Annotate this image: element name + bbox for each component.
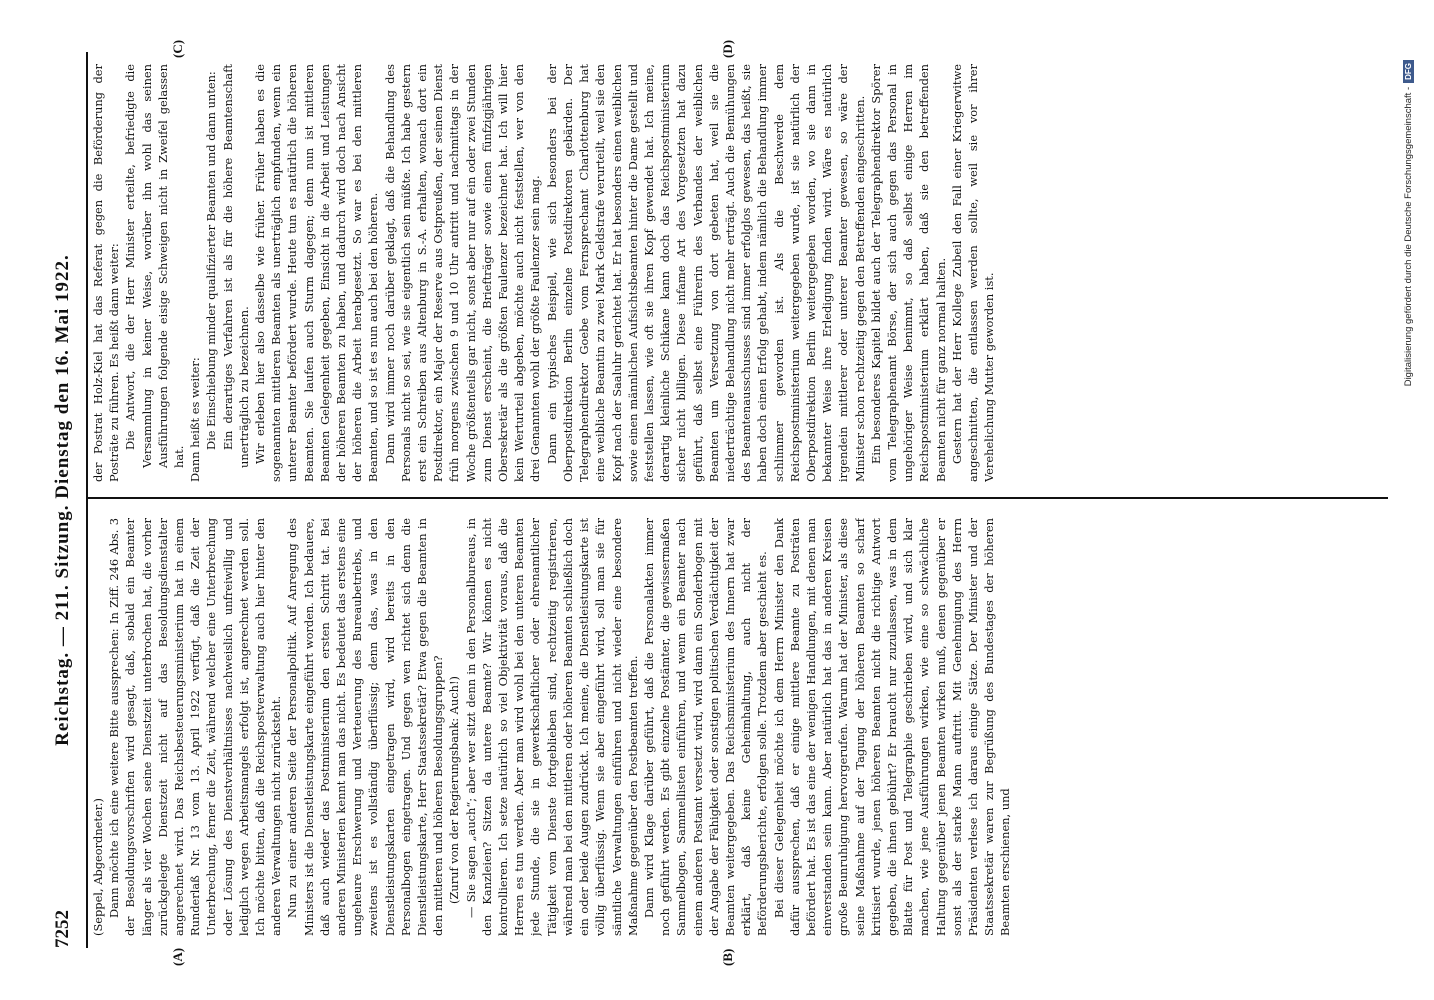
paragraph: Dann möchte ich eine weitere Bitte aussprechen: In Ziff. 246 Abs. 3 der Besoldungsvorschriften wird gesagt, daß, sobald ein Beamter länger als vier Wochen seine Dienstzeit unterbrochen hat, die vorher zurückgelegte Dienstzeit nicht auf das Besoldungsdienstalter angerechnet wird. Das Reichsbesteuerungsministerium hat in einem Runderlaß Nr. 13 vom 13. April 1922 verfügt, daß die Zeit der Unterbrechung, ferner die Zeit, während welcher eine Unterbrechung oder Lösung des Dienstverhältnisses nachweislich unfreiwillig und lediglich wegen Arbeitsmangels erfolgt ist, angerechnet werden soll. Ich möchte bitten, daß die Reichspostverwaltung auch hier hinter den anderen Verwaltungen nicht zurücksteht. xyxy=(107,518,284,936)
paragraph: Bei dieser Gelegenheit möchte ich dem Herrn Minister den Dank dafür aussprechen, daß er einige mittlere Beamte zu Posträten befördert hat. Es ist das eine der wenigen Handlungen, mit denen man einverstanden sein kann. Aber natürlich hat das in anderen Kreisen große Beunruhigung hervorgerufen. Warum hat der Minister, als diese seine Maßnahme auf der Tagung der höheren Beamten so scharf kritisiert wurde, jenen höheren Beamten nicht die richtige Antwort gegeben, die ihnen gebührt? Er braucht nur zuzulassen, was in dem Blatte für Post und Telegraphie geschrieben wird, und sich klar machen, wie jene Ausführungen wirken, wie eine so schwächliche Haltung gegenüber jenen Beamten wirken muß, denen gegenüber er sonst als der starke Mann auftritt. Mit Genehmigung des Herrn Präsidenten verlese ich daraus einige Sätze. Der Minister und der Staatssekretär waren zur Begrüßung des Bundestages der höheren Beamten erschienen, und xyxy=(771,518,1013,936)
credit-text: Digitalisierung gefördert durch die Deutsche Forschungsgemeinschaft - xyxy=(1402,86,1414,387)
paragraph: Dann ein typisches Beispiel, wie sich besonders bei der Oberpostdirektion Berlin einzelne Postdirektoren gebärden. Der Telegraphendirektor Goebe vom Fernsprechamt Charlottenburg hat eine weibliche Beamtin zu zwei Mark Geldstrafe verurteilt, weil sie den Kopf nach der Saaluhr gerichtet hat. Er hat besonders einen weiblichen sowie einen männlichen Aufsichtsbeamten hinter die Dame gestellt und feststellen lassen, wie oft sie ihren Kopf gewendet hat. Ich meine, derartig kleinliche Schikane kann doch das Reichspostministerium sicher nicht billigen. Diese infame Art des Vorgesetzten hat dazu geführt, daß selbst eine Führerin des Verbandes der weiblichen Beamten um Versetzung von dort gebeten hat, weil sie die niederträchtige Behandlung nicht mehr erträgt. Auch die Bemühungen des Beamtenausschusses sind immer erfolglos gewesen, das heißt, sie haben doch einen Erfolg gehabt, indem nämlich die Behandlung immer schlimmer geworden ist. Als die Beschwerde dem Reichspostministerium weitergegeben wurde, ist sie natürlich der Oberpostdirektion Berlin weitergegeben worden, wo sie dann in bekannter Weise ihre Erledigung finden wird. Wäre es natürlich irgendein mittlerer oder unterer Beamter gewesen, so wäre der Minister schon rechtzeitig gegen den Betreffenden eingeschritten. xyxy=(544,64,867,482)
margin-marker-d: (D) xyxy=(720,39,735,58)
page-header xyxy=(52,52,82,948)
paragraph: Dann heißt es weiter: xyxy=(188,357,203,482)
margin-marker-a: (A) xyxy=(170,947,185,966)
margin-marker-c: (C) xyxy=(170,39,185,58)
right-text-column xyxy=(90,64,1380,482)
paragraph: Ein besonderes Kapitel bildet auch der Telegraphendirektor Spörer vom Telegraphenamt Börse, der sich auch gegen das Personal in ungehöriger Weise benimmt, so daß selbst einige Herren im Reichspostministerium erklärt haben, daß sie den betreffenden Beamten nicht für ganz normal halten. xyxy=(868,64,948,482)
column-divider xyxy=(88,497,1388,499)
margin-marker-b: (B) xyxy=(720,948,735,966)
paragraph: Ein derartiges Verfahren ist als für die höhere Beamtenschaft unerträglich zu bezeichnen. xyxy=(220,64,251,468)
paragraph: Gestern hat der Herr Kollege Zubeil den Fall einer Kriegerwitwe angeschnitten, die entlassen werden sollte, weil sie vor ihrer Verehelichung Mutter geworden ist. xyxy=(949,64,997,482)
paragraph: Die Einschiebung minder qualifizierter Beamten und dann unten: xyxy=(204,71,219,450)
header-rule xyxy=(86,52,88,948)
paragraph: Nun zu einer anderen Seite der Personalpolitik. Auf Anregung des Ministers ist die Dienstleistungskarte eingeführt worden. Ich bedauere, daß auch wieder das Postministerium den ersten Schritt tat. Bei anderen Ministerien kennt man das nicht. Es bedeutet das erstens eine ungeheure Erschwerung und Verteuerung des Bureaubetriebs, und zweitens ist es vollständig überflüssig; denn das, was in den Dienstleistungskarten eingetragen wird, wird bereits in den Personalbogen eingetragen. Und gegen wen richtet sich denn die Dienstleistungskarte, Herr Staatssekretär? Etwa gegen die Beamten in den mittleren und höheren Besoldungsgruppen? xyxy=(285,518,446,936)
digitization-credit xyxy=(1400,60,1416,940)
paragraph: Dann wird Klage darüber geführt, daß die Personalakten immer noch geführt werden. Es gibt einzelne Postämter, die gewissermaßen Sammelbogen, Sammellisten einführen, und wenn ein Beamter nach einem anderen Postamt versetzt wird, wird dann ein Sonderbogen mit der Angabe der Fähigkeit oder sonstigen politischen Verdächtigkeit der Beamten weitergegeben. Das Reichsministerium des Innern hat zwar erklärt, daß keine Geheimhaltung, auch nicht der Beförderungsberichte, erfolgen solle. Trotzdem aber geschieht es. xyxy=(641,518,770,936)
paragraph: (Seppel, Abgeordneter.) xyxy=(91,798,105,936)
left-text-column xyxy=(90,518,1380,936)
paragraph: der Postrat Holz-Kiel hat das Referat gegen die Beförderung der Posträte zu führen. Es heißt dann weiter: xyxy=(91,64,122,482)
paragraph: — Sie sagen „auch“; aber wer sitzt denn in den Personalbureaus, in den Kanzleien? Sitzen da untere Beamte? Wir können es nicht kontrollieren. Ich setze natürlich so viel Objektivität voraus, daß die Herren es tun werden. Aber man wird wohl bei den unteren Beamten jede Stunde, die sie in gewerkschaftlicher oder ehrenamtlicher Tätigkeit vom Dienste fortgeblieben sind, rechtzeitig registrieren, während man bei den mittleren oder höheren Beamten schließlich doch ein oder beide Augen zudrückt. Ich meine, die Dienstleistungskarte ist völlig überflüssig. Wenn sie aber eingeführt wird, soll man sie für sämtliche Verwaltungen einführen und nicht wieder eine besondere Maßnahme gegenüber den Postbeamten treffen. xyxy=(463,518,640,936)
paragraph: (Zuruf von der Regierungsbank: Auch!) xyxy=(447,676,462,904)
paragraph: Wir erleben hier also dasselbe wie früher. Früher haben es die sogenannten mittleren Beamten als unerträglich empfunden, wenn ein unterer Beamter befördert wurde. Heute tun es natürlich die höheren Beamten. Sie laufen auch Sturm dagegen; denn nun ist mittleren Beamten Gelegenheit gegeben, Einsicht in die Arbeit und Leistungen der höheren Beamten zu haben, und dadurch wird doch nach Ansicht der höheren die Arbeit herabgesetzt. So war es bei den mittleren Beamten, und so ist es nun auch bei den höheren. xyxy=(253,64,381,482)
page-number: 7252 xyxy=(52,910,73,948)
page-title: Reichstag. — 211. Sitzung. Dienstag den 16. Mai 1922. xyxy=(52,254,73,746)
paragraph: Die Antwort, die der Herr Minister erteilte, befriedigte die Versammlung in keiner Weise, worüber ihn wohl das seinen Ausführungen folgende eisige Schweigen nicht in Zweifel gelassen hat. xyxy=(123,64,187,468)
paragraph: Dann wird immer noch darüber geklagt, daß die Behandlung des Personals nicht so sei, wie sie eigentlich sein müßte. Ich habe gestern erst ein Schreiben aus Altenburg in S.-A. erhalten, wonach dort ein Postdirektor, ein Major der Reserve aus Ostpreußen, der seinen Dienst früh morgens zwischen 9 und 10 Uhr antritt und nachmittags in der Woche größtenteils gar nicht, sonst aber nur auf ein oder zwei Stunden zum Dienst erscheint, die Briefträger sowie einen fünfzigjährigen Obersekretär als die größten Faulenzer bezeichnet hat. Ich will hier kein Werturteil abgeben, möchte auch nicht feststellen, wer von den drei Genannten wohl der größte Faulenzer sein mag. xyxy=(382,64,543,482)
dfg-logo: DFG xyxy=(1403,60,1414,83)
